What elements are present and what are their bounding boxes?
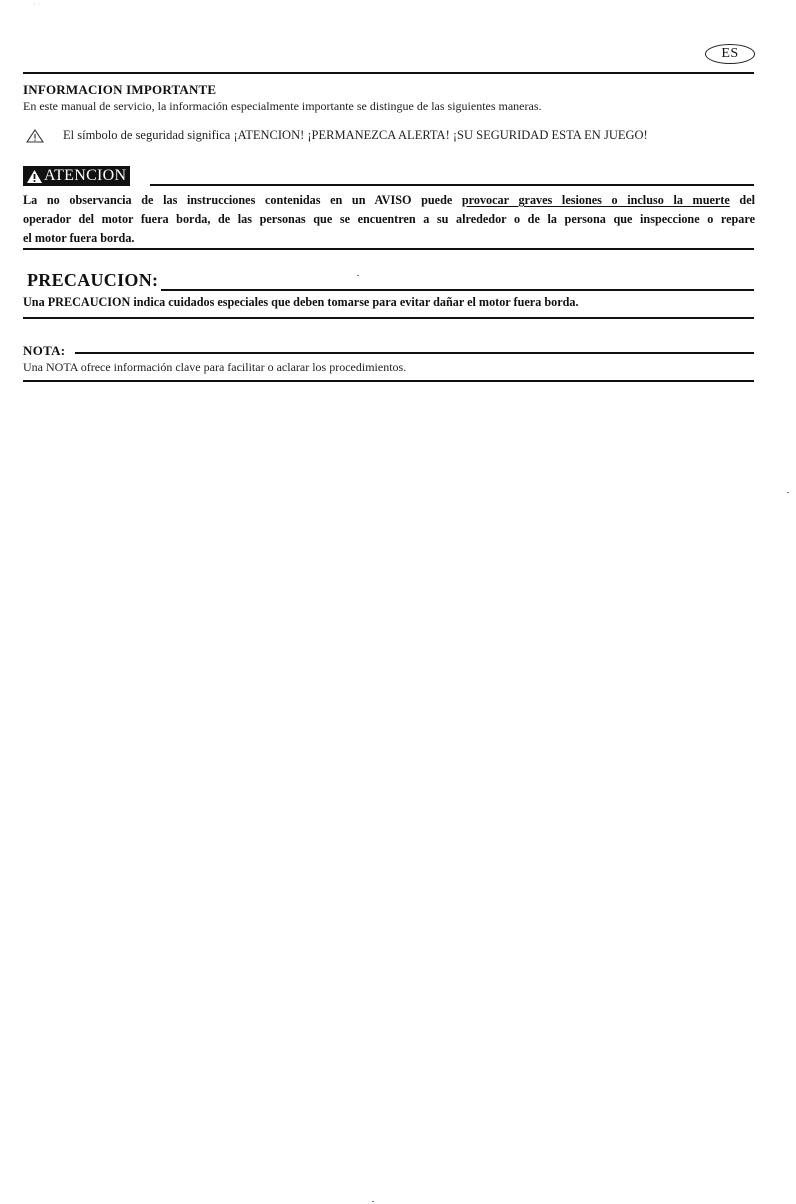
precaucion-divider <box>161 289 754 291</box>
scan-artifact: · · <box>33 0 41 9</box>
atencion-badge <box>23 166 130 186</box>
atencion-line-1-start: La no observancia de las instrucciones contenidas en un AVISO puede <box>23 193 462 207</box>
header-divider <box>23 72 754 74</box>
nota-divider <box>75 352 754 354</box>
nota-title: NOTA: <box>23 343 66 358</box>
warning-triangle-icon <box>26 169 43 184</box>
atencion-line-1 <box>23 191 755 210</box>
language-badge: ES <box>705 44 755 64</box>
atencion-line-3: el motor fuera borda. <box>23 231 135 245</box>
atencion-body <box>23 191 755 248</box>
section-title-important-info: INFORMACION IMPORTANTE <box>23 82 217 97</box>
safety-symbol-text: El símbolo de seguridad significa ¡ATENCION! ¡PERMANEZCA ALERTA! ¡SU SEGURIDAD ESTA EN JUEGO! <box>63 128 648 142</box>
underlined-emphasis: provocar graves lesiones o incluso la muerte <box>461 193 730 207</box>
atencion-line-2: operador del motor fuera borda, de las personas que se encuentren a su alrededor o de la persona que inspeccione o repare <box>23 212 755 226</box>
intro-text: En este manual de servicio, la información especialmente importante se distingue de las siguientes maneras. <box>23 99 542 113</box>
precaucion-bottom-divider <box>23 317 754 319</box>
atencion-divider <box>150 184 754 186</box>
safety-symbol-line <box>23 128 648 143</box>
scan-speck <box>357 275 359 276</box>
precaucion-title: PRECAUCION: <box>27 270 159 290</box>
warning-triangle-icon <box>26 129 44 143</box>
atencion-line-1-end: del <box>729 193 755 207</box>
nota-bottom-divider <box>23 380 754 382</box>
precaucion-body: Una PRECAUCION indica cuidados especiales que deben tomarse para evitar dañar el motor fuera borda. <box>23 295 579 309</box>
scan-speck <box>372 1201 374 1202</box>
scan-speck <box>787 492 789 493</box>
nota-body: Una NOTA ofrece información clave para facilitar o aclarar los procedimientos. <box>23 360 407 374</box>
atencion-label: ATENCION <box>44 167 127 184</box>
atencion-bottom-divider <box>23 248 754 250</box>
